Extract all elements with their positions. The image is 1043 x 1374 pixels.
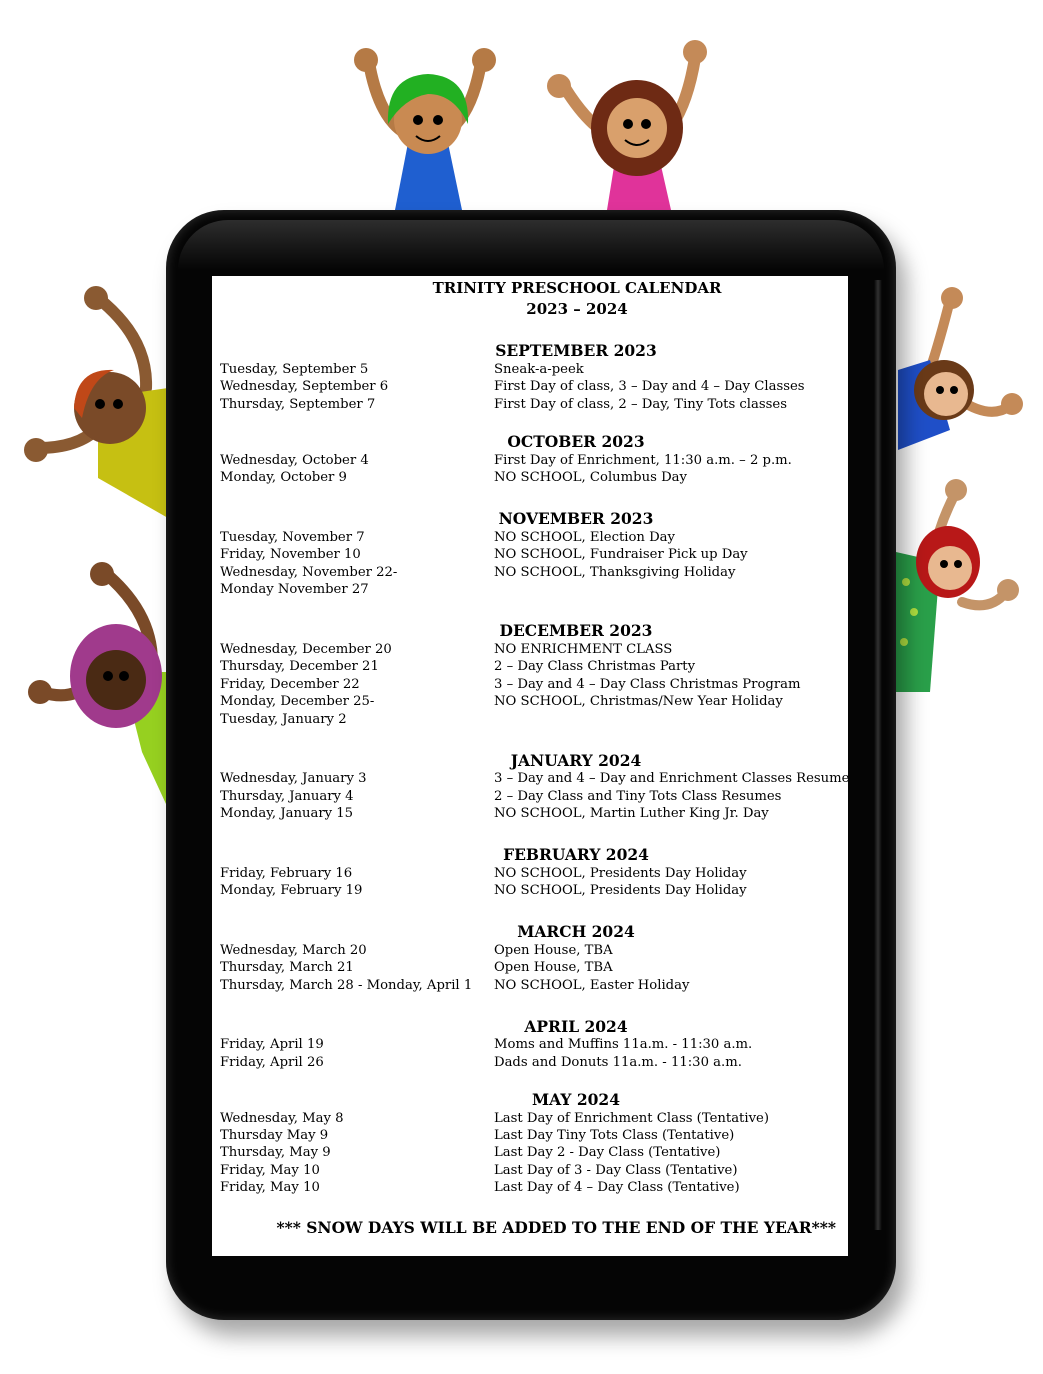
month-heading-december: DECEMBER 2023 [499, 621, 653, 640]
kid-yellow-shirt-illustration [18, 278, 178, 528]
entry-event: Dads and Donuts 11a.m. - 11:30 a.m. [494, 1055, 742, 1070]
entry-date: Tuesday, November 7 [220, 530, 365, 545]
entry-event: 3 – Day and 4 – Day Class Christmas Program [494, 677, 801, 692]
entry-date: Friday, May 10 [220, 1180, 320, 1195]
month-heading-november: NOVEMBER 2023 [498, 509, 654, 528]
month-heading-february: FEBRUARY 2024 [503, 845, 649, 864]
entry-event: Moms and Muffins 11a.m. - 11:30 a.m. [494, 1037, 753, 1052]
calendar-document [212, 276, 848, 1256]
month-heading-april: APRIL 2024 [524, 1017, 628, 1036]
entry-event: Sneak-a-peek [494, 362, 584, 377]
kid-purple-hair-illustration [22, 552, 182, 822]
entry-date: Friday, November 10 [220, 547, 361, 562]
entry-event: First Day of Enrichment, 11:30 a.m. – 2 p.m. [494, 453, 792, 468]
entry-date: Friday, April 19 [220, 1037, 324, 1052]
entry-date: Thursday, March 21 [220, 960, 354, 975]
entry-event: NO SCHOOL, Election Day [494, 530, 675, 545]
entry-date: Wednesday, December 20 [220, 642, 392, 657]
entry-event: NO SCHOOL, Thanksgiving Holiday [494, 565, 736, 580]
entry-date: Wednesday, March 20 [220, 943, 367, 958]
entry-event: NO SCHOOL, Easter Holiday [494, 978, 690, 993]
entry-event: Last Day 2 - Day Class (Tentative) [494, 1145, 721, 1160]
entry-date: Monday, October 9 [220, 470, 347, 485]
entry-date: Monday, December 25- [220, 694, 375, 709]
entry-date: Wednesday, October 4 [220, 453, 369, 468]
entry-date: Wednesday, September 6 [220, 379, 389, 394]
kid-pink-shirt-illustration [535, 28, 725, 218]
entry-date: Thursday, September 7 [220, 397, 376, 412]
entry-date: Monday November 27 [220, 582, 369, 597]
entry-event: NO SCHOOL, Presidents Day Holiday [494, 883, 747, 898]
entry-date: Thursday, March 28 - Monday, April 1 [220, 978, 473, 993]
entry-date: Monday, February 19 [220, 883, 363, 898]
month-heading-october: OCTOBER 2023 [507, 432, 645, 451]
entry-date: Wednesday, January 3 [220, 771, 367, 786]
entry-date: Friday, May 10 [220, 1163, 320, 1178]
snow-days-note: *** SNOW DAYS WILL BE ADDED TO THE END OF THE YEAR*** [276, 1218, 836, 1237]
entry-event: 2 – Day Class and Tiny Tots Class Resumes [494, 789, 782, 804]
entry-event: Open House, TBA [494, 960, 613, 975]
entry-event: First Day of class, 2 – Day, Tiny Tots classes [494, 397, 787, 412]
entry-event: Open House, TBA [494, 943, 613, 958]
school-year: 2023 – 2024 [526, 300, 628, 318]
entry-event: Last Day of Enrichment Class (Tentative) [494, 1111, 769, 1126]
entry-date: Tuesday, September 5 [220, 362, 369, 377]
entry-date: Friday, December 22 [220, 677, 360, 692]
document-title: TRINITY PRESCHOOL CALENDAR [432, 279, 722, 297]
kid-red-hair-right-illustration [890, 472, 1030, 702]
entry-event: NO SCHOOL, Presidents Day Holiday [494, 866, 747, 881]
month-heading-september: SEPTEMBER 2023 [495, 341, 657, 360]
entry-date: Friday, April 26 [220, 1055, 324, 1070]
entry-date: Monday, January 15 [220, 806, 354, 821]
kid-green-hair-illustration [330, 28, 500, 218]
entry-event: NO SCHOOL, Fundraiser Pick up Day [494, 547, 748, 562]
entry-date: Thursday, May 9 [220, 1145, 331, 1160]
entry-event: 2 – Day Class Christmas Party [494, 659, 696, 674]
month-heading-may: MAY 2024 [531, 1090, 620, 1109]
entry-event: NO ENRICHMENT CLASS [494, 642, 673, 657]
entry-event: 3 – Day and 4 – Day and Enrichment Classes Resume [494, 771, 850, 786]
month-heading-march: MARCH 2024 [517, 922, 635, 941]
entry-event: NO SCHOOL, Columbus Day [494, 470, 687, 485]
month-heading-january: JANUARY 2024 [510, 751, 642, 770]
entry-date: Wednesday, November 22- [220, 565, 398, 580]
entry-event: Last Day of 3 - Day Class (Tentative) [494, 1163, 738, 1178]
entry-date: Friday, February 16 [220, 866, 353, 881]
entry-date: Thursday May 9 [220, 1128, 329, 1143]
entry-date: Tuesday, January 2 [220, 712, 347, 727]
entry-event: First Day of class, 3 – Day and 4 – Day Classes [494, 379, 805, 394]
entry-date: Wednesday, May 8 [220, 1111, 344, 1126]
entry-event: NO SCHOOL, Christmas/New Year Holiday [494, 694, 783, 709]
entry-date: Thursday, December 21 [220, 659, 379, 674]
entry-event: Last Day Tiny Tots Class (Tentative) [494, 1128, 735, 1143]
entry-date: Thursday, January 4 [220, 789, 354, 804]
entry-event: NO SCHOOL, Martin Luther King Jr. Day [494, 806, 769, 821]
entry-event: Last Day of 4 – Day Class (Tentative) [494, 1180, 740, 1195]
